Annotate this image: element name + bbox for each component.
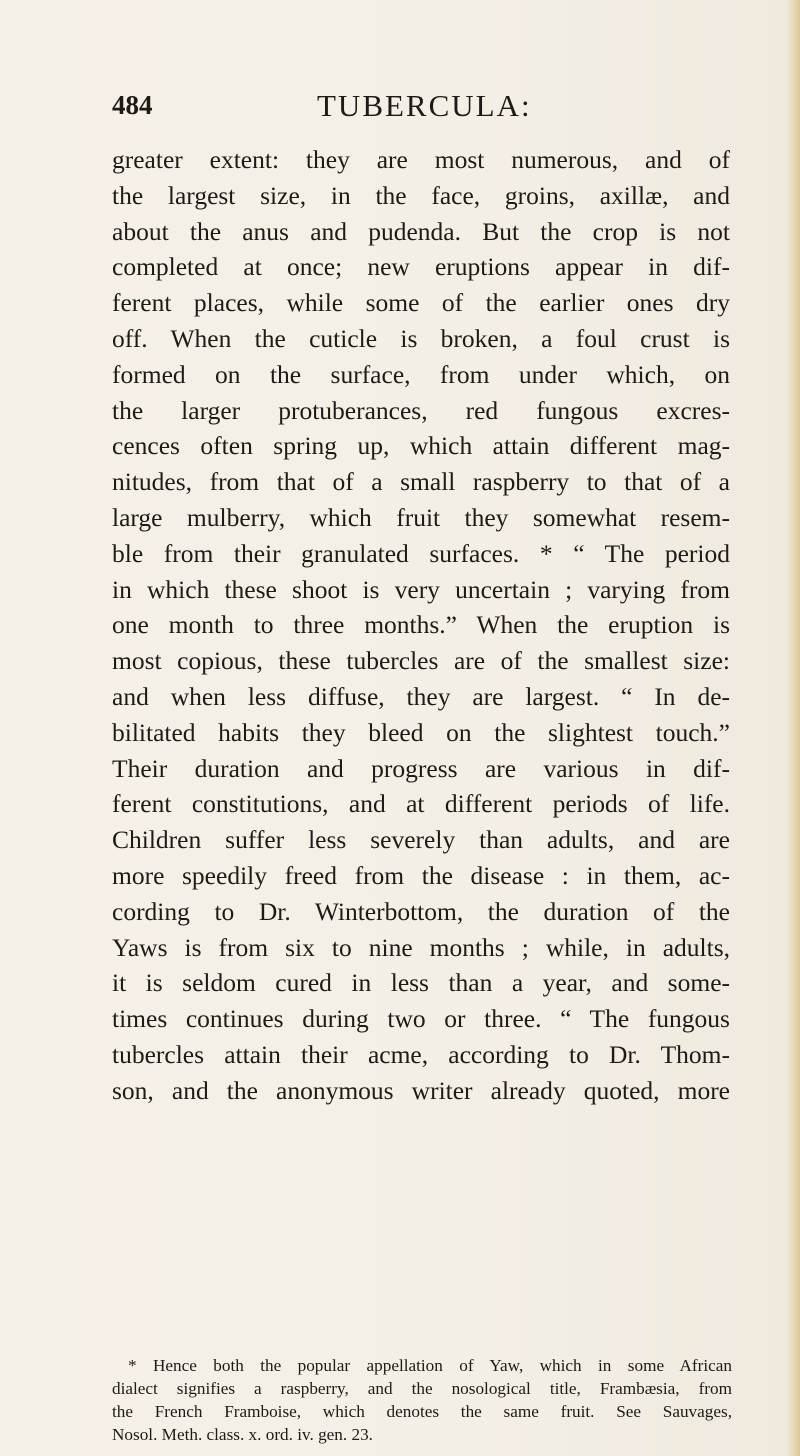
- text-line: off. When the cuticle is broken, a foul crust is: [112, 323, 730, 353]
- footnote-line: dialect signifies a raspberry, and the nosological title, Frambæsia, from: [112, 1379, 732, 1398]
- running-head: TUBERCULA:: [317, 88, 532, 123]
- text-line: it is seldom cured in less than a year, and some-: [112, 968, 730, 998]
- text-line: about the anus and pudenda. But the crop is not: [112, 216, 730, 246]
- footnote-line: the French Framboise, which denotes the same fruit. See Sauvages,: [112, 1402, 732, 1421]
- text-line: greater extent: they are most numerous, and of: [112, 145, 730, 174]
- text-line: the larger protuberances, red fungous excres-: [112, 395, 730, 425]
- footnote-line: Nosol. Meth. class. x. ord. iv. gen. 23.: [112, 1425, 373, 1444]
- text-line: cording to Dr. Winterbottom, the duration of the: [112, 896, 730, 926]
- body-text: [112, 142, 730, 1109]
- text-line: son, and the anonymous writer already quoted, more: [112, 1075, 730, 1105]
- page-number: 484: [112, 90, 153, 120]
- text-line: Their duration and progress are various in dif-: [112, 753, 730, 783]
- text-line: bilitated habits they bleed on the slightest touch.”: [112, 717, 730, 747]
- text-line: Children suffer less severely than adults, and are: [112, 825, 730, 855]
- text-line: cences often spring up, which attain different mag-: [112, 431, 730, 461]
- text-line: the largest size, in the face, groins, axillæ, and: [112, 180, 730, 210]
- text-line: nitudes, from that of a small raspberry to that of a: [112, 467, 730, 497]
- text-line: and when less diffuse, they are largest. “ In de-: [112, 681, 730, 711]
- text-line: completed at once; new eruptions appear in dif-: [112, 252, 730, 282]
- text-line: more speedily freed from the disease : in them, ac-: [112, 860, 730, 890]
- text-line: ferent constitutions, and at different periods of life.: [112, 789, 730, 819]
- text-line: tubercles attain their acme, according to Dr. Thom-: [112, 1039, 730, 1069]
- text-line: large mulberry, which fruit they somewhat resem-: [112, 502, 730, 532]
- footnote-line: * Hence both the popular appellation of Yaw, which in some African: [128, 1356, 732, 1375]
- text-line: times continues during two or three. “ The fungous: [112, 1004, 730, 1034]
- text-line: formed on the surface, from under which, on: [112, 359, 730, 389]
- text-line: ferent places, while some of the earlier ones dry: [112, 288, 730, 318]
- text-line: ble from their granulated surfaces. * “ The period: [112, 538, 730, 568]
- footnote: [112, 1354, 732, 1446]
- text-line: Yaws is from six to nine months ; while, in adults,: [112, 932, 730, 962]
- text-line: most copious, these tubercles are of the smallest size:: [112, 646, 730, 676]
- page-edge: [786, 0, 800, 1456]
- text-line: one month to three months.” When the eruption is: [112, 610, 730, 640]
- page-header: [112, 88, 732, 128]
- text-line: in which these shoot is very uncertain ; varying from: [112, 574, 730, 604]
